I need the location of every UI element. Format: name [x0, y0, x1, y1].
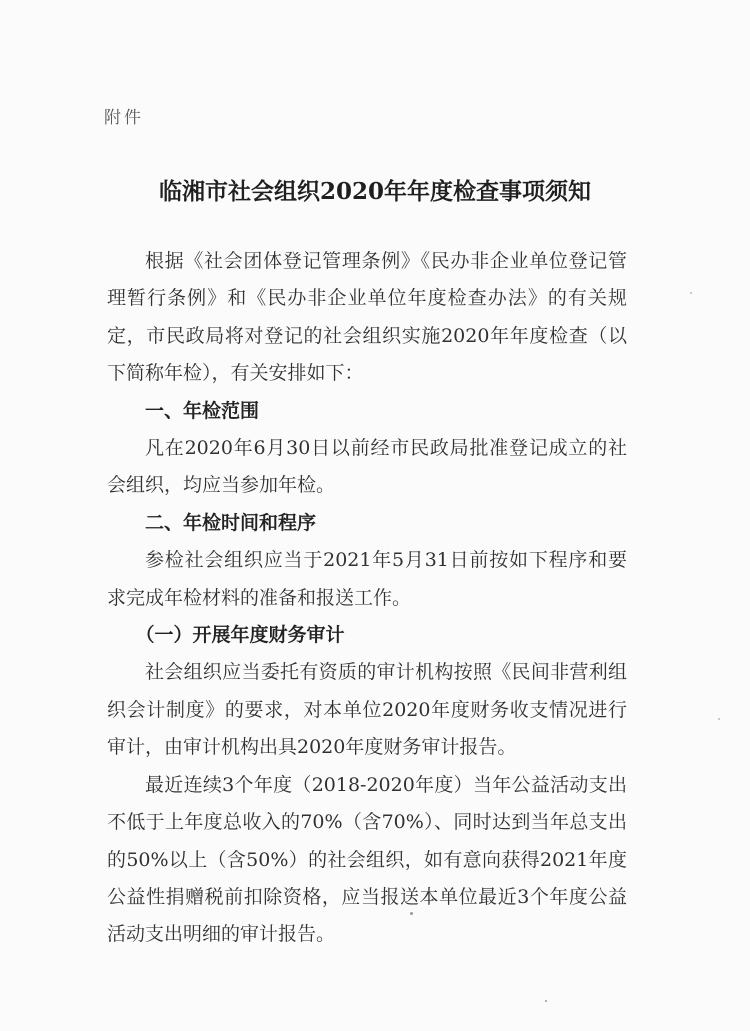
scope-paragraph: 凡在2020年6月30日以前经市民政局批准登记成立的社会组织，均应当参加年检。: [107, 437, 627, 497]
scan-speck: [545, 1000, 547, 1002]
attachment-label: 附件: [104, 108, 144, 128]
subsection-heading-financial-audit: （一）开展年度财务审计: [135, 624, 345, 647]
public-welfare-paragraph: 最近连续3个年度（2018-2020年度）当年公益活动支出不低于上年度总收入的70%（含70%）、同时达到当年总支出的50%以上（含50%）的社会组织，如有意向获得2021年度公益性捐赠税前扣除资格，应当报送本单位最近3个年度公益活动支出明细的审计报告。: [107, 773, 627, 946]
scan-speck: [690, 292, 692, 294]
scan-speck: [410, 912, 413, 915]
scan-speck: [718, 718, 720, 720]
intro-paragraph: 根据《社会团体登记管理条例》《民办非企业单位登记管理暂行条例》和《民办非企业单位年度检查办法》的有关规定，市民政局将对登记的社会组织实施2020年年度检查（以下简称年检），有关安排如下：: [107, 250, 627, 385]
document-title: 临湘市社会组织2020年年度检查事项须知: [158, 178, 591, 205]
section-heading-scope: 一、年检范围: [145, 399, 260, 422]
financial-audit-paragraph: 社会组织应当委托有资质的审计机构按照《民间非营利组织会计制度》的要求，对本单位2020年度财务收支情况进行审计，由审计机构出具2020年度财务审计报告。: [107, 661, 627, 759]
time-procedure-paragraph: 参检社会组织应当于2021年5月31日前按如下程序和要求完成年检材料的准备和报送工作。: [107, 549, 627, 609]
document-body: [107, 243, 627, 954]
section-heading-time-procedure: 二、年检时间和程序: [145, 511, 317, 534]
